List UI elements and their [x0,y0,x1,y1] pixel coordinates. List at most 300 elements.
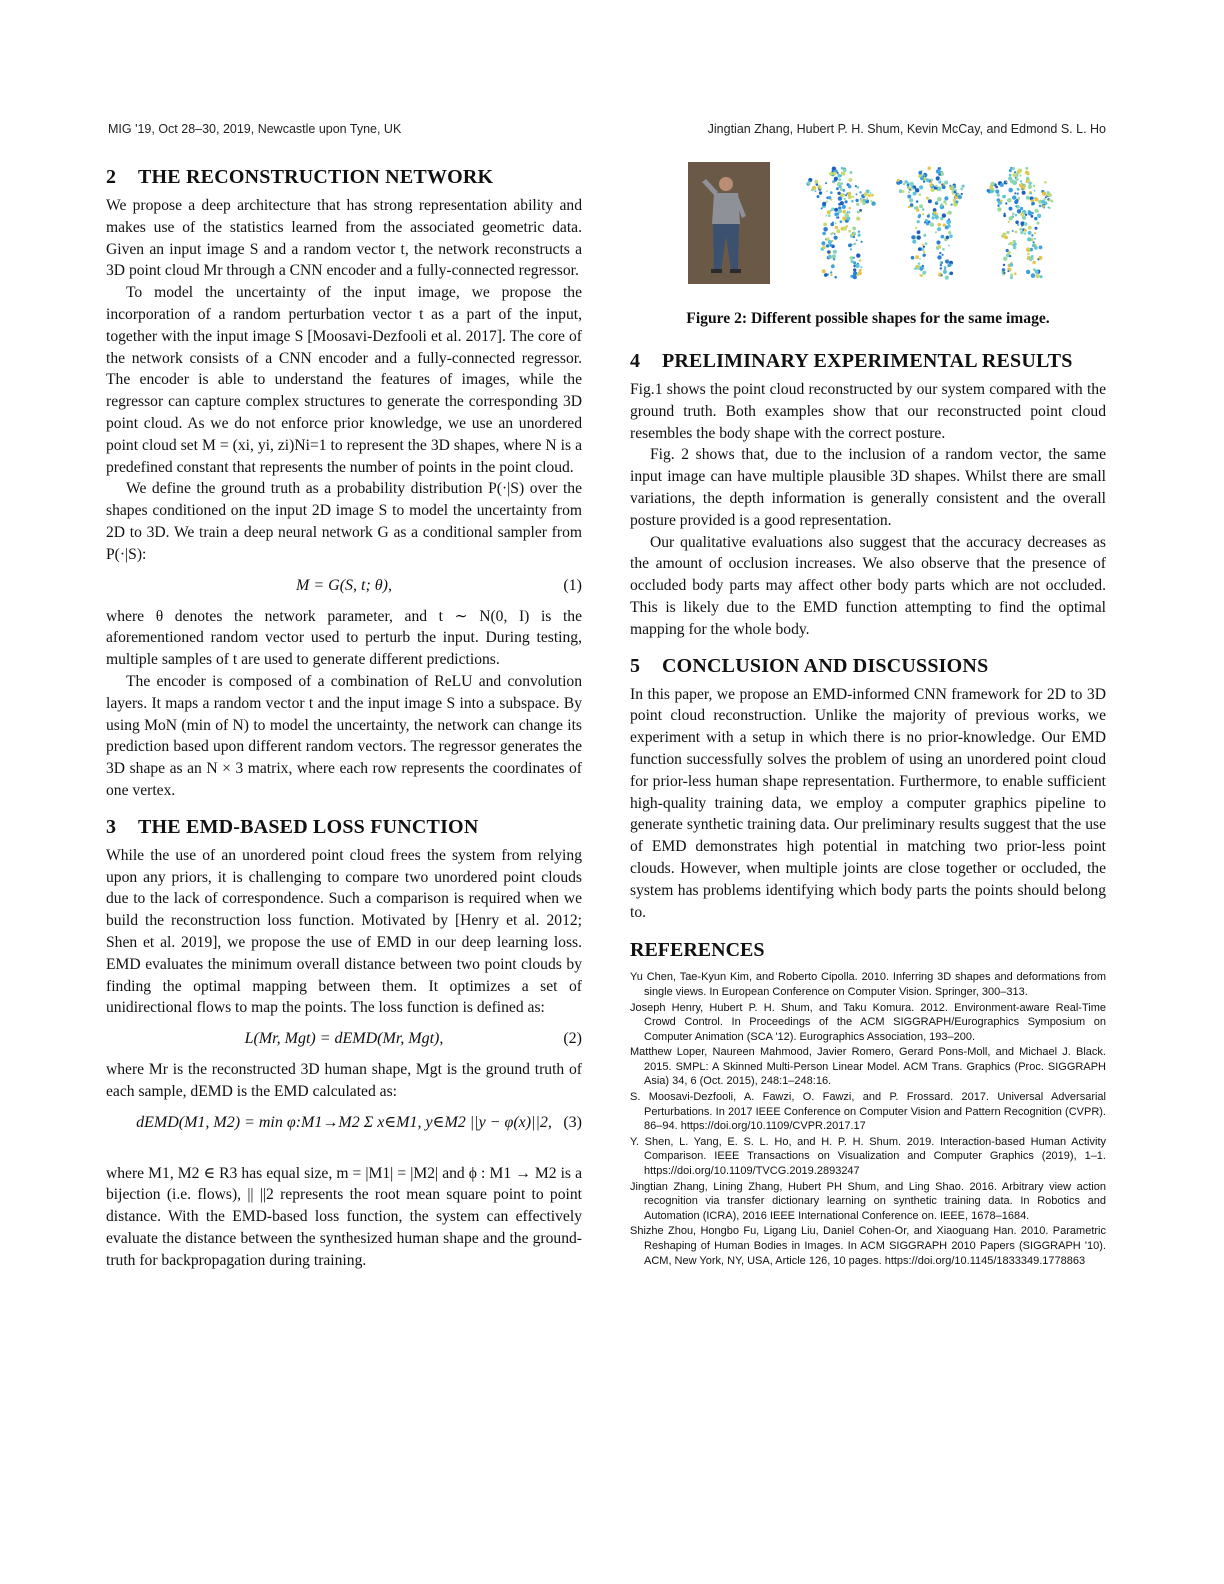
point-cloud-dot [928,167,931,170]
point-cloud-dot [840,220,843,223]
paragraph: where Mr is the reconstructed 3D human shape, Mgt is the ground truth of each sample, dEMD is the EMD calculated as: [106,1061,582,1100]
point-cloud-dot [1014,272,1017,275]
point-cloud-dot [1008,243,1010,245]
point-cloud-dot [853,261,856,264]
point-cloud-dot [1007,270,1009,272]
point-cloud-dot [866,197,868,199]
point-cloud-dot [939,252,941,254]
point-cloud-dot [1009,255,1011,257]
point-cloud-dot [1040,275,1043,278]
point-cloud-dot [947,221,951,225]
point-cloud-dot [1017,224,1019,226]
paragraph: where θ denotes the network parameter, and t ∼ N(0, I) is the aforementioned random vector used to perturb the input. During testing, multiple samples of t are used to generate different predictions. [106,607,582,669]
equation-2 [106,1023,582,1055]
point-cloud-dot [1016,178,1019,181]
point-cloud-dot [1034,232,1036,234]
point-cloud-dot [1008,188,1013,193]
point-cloud-dot [845,194,847,196]
point-cloud-dot [990,190,994,194]
point-cloud-dot [830,233,832,235]
point-cloud-dot [1028,181,1032,185]
point-cloud-dot [938,168,940,170]
point-cloud-dot [822,245,826,249]
point-cloud-dot [860,266,862,268]
point-cloud-dot [935,231,937,233]
point-cloud-dot [1004,213,1006,215]
point-cloud-dot [833,172,837,176]
point-cloud-dot [822,232,826,236]
point-cloud-dot [1012,195,1016,199]
point-cloud-dot [1003,272,1005,274]
point-cloud-dot [930,184,933,187]
point-cloud-dot [861,241,863,243]
point-cloud-dot [1012,230,1014,232]
section-5-heading [630,655,1106,678]
point-cloud-dot [1014,200,1018,204]
point-cloud-dot [819,191,822,194]
point-cloud-dot [919,193,922,196]
running-head-right: Jingtian Zhang, Hubert P. H. Shum, Kevin McCay, and Edmond S. L. Ho [707,122,1106,136]
point-cloud-dot [859,260,861,262]
section-4-heading [630,350,1106,373]
point-cloud-dot [922,271,926,275]
point-cloud-dot [836,187,839,190]
point-cloud-dot [1020,212,1024,216]
point-cloud-dot [944,196,948,200]
section-2-heading [106,166,582,189]
paragraph: Our qualitative evaluations also suggest that the accuracy decreases as the amount of occlusion increases. We also observe that the presence of occluded body parts may affect other body parts which are not occluded. This is likely due to the EMD function attempting to find the optimal mapping for the whole body. [630,533,1106,638]
point-cloud-dot [1014,192,1016,194]
point-cloud-dot [927,215,930,218]
point-cloud-dot [849,178,853,182]
point-cloud-dot [848,211,850,213]
point-cloud-dot [831,257,833,259]
point-cloud-dot [997,198,1000,201]
point-cloud-dot [831,208,834,211]
point-cloud-dot [1019,174,1021,176]
point-cloud-dot [840,201,844,205]
point-cloud-dot [849,207,851,209]
point-cloud-dot [953,189,955,191]
equation-3 [106,1107,582,1159]
point-cloud-dot [951,204,953,206]
section-3-heading [106,816,582,839]
point-cloud-dot [1008,176,1012,180]
point-cloud-dot [939,262,941,264]
paragraph: In this paper, we propose an EMD-informed CNN framework for 2D to 3D point cloud reconstruction. Unlike the majority of previous works, we experiment with a setup in which there is no prior-knowledge. Our EMD function successfully solves the problem of using an unordered point cloud for prior-less human shape representation. Furthermore, to enable sufficient high-quality training data, we employ a computer graphics pipeline to generate synthetic training data. Our preliminary results suggest that the use of EMD demonstrates high potential in matching two prior-less point clouds. However, when multiple joints are close together or occluded, the system has problems identifying which body parts the points should belong to. [630,685,1106,921]
point-cloud-dot [853,236,855,238]
point-cloud-dot [858,271,862,275]
point-cloud-dot [907,184,910,187]
point-cloud-dot [909,198,913,202]
point-cloud-dot [950,272,954,276]
paragraph: While the use of an unordered point cloud frees the system from relying upon any priors, it is challenging to compare two unordered point clouds due to the lack of correspondence. Such a comparison is required when we build the reconstruction loss function. Motivated by [Henry et al. 2012; Shen et al. 2019], we propose the use of EMD in our deep learning loss. EMD evaluates the minimum overall distance between two point clouds by finding the optimal mapping between them. It optimizes a set of unidirectional flows to map the points. The loss function is defined as: [106,846,582,1017]
point-cloud-dot [907,195,911,199]
point-cloud-dot [918,171,922,175]
point-cloud-dot [1025,214,1027,216]
point-cloud-dot [948,231,951,234]
point-cloud-dot [1003,257,1007,261]
point-cloud-dot [808,181,810,183]
point-cloud-dot [865,199,867,201]
right-column [630,166,1106,1269]
point-cloud-dot [823,227,828,232]
point-cloud-dot [819,187,822,190]
point-cloud-dot [946,236,950,240]
reference-item: Jingtian Zhang, Lining Zhang, Hubert PH Shum, and Ling Shao. 2016. Arbitrary view action recognition via transfer dictionary learning on synthetic training data. In Robotics and Automation (ICRA), 2016 IEEE International Conference on. IEEE, 1678–1684. [630,1180,1106,1222]
point-cloud-dot [942,254,944,256]
point-cloud-dot [841,167,844,170]
point-cloud-dot [939,178,941,180]
point-cloud-dot [944,266,947,269]
point-cloud-dot [871,201,875,205]
figure-2 [630,162,1106,292]
point-cloud-dot [915,188,919,192]
point-cloud-dot [957,193,960,196]
point-cloud-dot [925,242,928,245]
point-cloud-dot [917,220,920,223]
point-cloud-dot [948,245,950,247]
point-cloud-dot [1009,216,1013,220]
point-cloud-dot [1037,214,1041,218]
point-cloud-dot [829,172,833,176]
point-cloud-dot [1009,207,1013,211]
point-cloud-dot [839,185,842,188]
point-cloud-dot [830,271,832,273]
point-cloud-dot [1044,181,1047,184]
point-cloud-dot [1035,270,1039,274]
point-cloud-dot [1025,167,1028,170]
point-cloud-dot [856,274,858,276]
point-cloud-dot [1002,195,1006,199]
point-cloud-dot [942,248,945,251]
point-cloud-dot [821,207,823,209]
point-cloud-dot [1030,192,1032,194]
point-cloud-dot [842,210,846,214]
point-cloud-dot [1044,198,1046,200]
point-cloud-dot [1026,196,1030,200]
point-cloud-dot [956,201,959,204]
point-cloud-dot [858,231,860,233]
point-cloud-dot [944,181,948,185]
paragraph: Fig.1 shows the point cloud reconstructed by our system compared with the ground truth. Both examples show that our reconstructed point cloud resembles the body shape with the correct posture. [630,381,1106,442]
running-head-left: MIG '19, Oct 28–30, 2019, Newcastle upon Tyne, UK [108,122,402,136]
point-cloud-dot [1024,232,1026,234]
section-title: CONCLUSION AND DISCUSSIONS [662,654,989,677]
point-cloud-dot [843,226,847,230]
point-cloud-dot [851,200,854,203]
point-cloud-dot [945,259,949,263]
point-cloud-dot [938,173,941,176]
point-cloud-dot [940,264,942,266]
point-cloud-dot [1000,199,1003,202]
point-cloud-dot [862,202,865,205]
point-cloud-dot [1027,257,1030,260]
point-cloud-dot [1024,222,1028,226]
point-cloud-dot [919,258,921,260]
point-cloud-dot [828,240,832,244]
point-cloud-dot [902,190,905,193]
point-cloud-dot [848,185,852,189]
point-cloud-dot [943,224,946,227]
point-cloud-dot [937,245,941,249]
point-cloud-dot [835,226,838,229]
point-cloud-dot [941,274,943,276]
point-cloud-dot [834,236,838,240]
point-cloud-dot [835,222,837,224]
point-cloud-dot [926,178,930,182]
references-list [630,970,1106,1268]
point-cloud-dot [842,217,846,221]
point-cloud-dot [844,198,846,200]
point-cloud-dot [850,171,853,174]
point-cloud-dot [1028,185,1032,189]
point-cloud-dot [1018,197,1020,199]
point-cloud-dot [915,255,919,259]
point-cloud-dot [997,205,999,207]
equation-body: L(Mr, Mgt) = dEMD(Mr, Mgt), [244,1030,444,1048]
point-cloud-dot [937,227,941,231]
point-cloud-dot [1023,185,1025,187]
point-cloud-dot [1021,225,1023,227]
point-cloud-dot [833,182,835,184]
point-cloud-dot [852,227,856,231]
point-cloud-dot [1036,274,1040,278]
point-cloud-dot [853,243,855,245]
point-cloud-dot [1031,273,1036,278]
point-cloud-dot [940,205,942,207]
point-cloud-dot [1049,199,1052,202]
point-cloud-dot [938,223,941,226]
point-cloud-dot [836,229,840,233]
point-cloud-dot [951,186,954,189]
point-cloud-dot [858,211,860,213]
point-cloud-dot [1038,256,1042,260]
point-cloud-dot [814,180,818,184]
point-cloud-dot [922,175,924,177]
point-cloud-dot [1010,274,1013,277]
point-cloud-dot [1009,242,1012,245]
point-cloud-dot [960,188,963,191]
point-cloud-dot [937,186,942,191]
section-title: THE RECONSTRUCTION NETWORK [138,166,494,188]
point-cloud-dot [922,208,924,210]
equation-number: (3) [563,1113,582,1131]
point-cloud-dot [827,210,831,214]
point-cloud-dot [823,223,827,227]
point-cloud-dot [1026,177,1029,180]
left-column [106,166,582,1272]
point-cloud-dot [857,186,860,189]
point-cloud-dot [922,213,924,215]
point-cloud-dot [945,203,947,205]
point-cloud-dot [930,223,934,227]
point-cloud-dot [1000,183,1004,187]
point-cloud-dot [842,189,845,192]
point-cloud-dot [923,246,925,248]
point-cloud-dot [850,248,852,250]
point-cloud-dot [846,193,848,195]
point-cloud-dot [941,184,943,186]
point-cloud-dot [915,227,917,229]
point-cloud-dot [1017,188,1020,191]
section-title: THE EMD-BASED LOSS FUNCTION [138,815,479,838]
point-cloud-dot [919,274,921,276]
section-number: 2 [106,166,117,188]
point-cloud-dot [1017,193,1019,195]
point-cloud-dot [932,216,935,219]
point-cloud-dot [811,188,814,191]
point-cloud-dot [943,270,947,274]
point-cloud-dot [955,189,957,191]
point-cloud-dot [817,195,820,198]
input-image-photo [688,162,770,284]
point-cloud-dot [840,188,843,191]
section-number: 4 [630,350,641,372]
point-cloud-dot [916,200,919,203]
point-cloud-dot [948,218,950,220]
point-cloud-dot [918,215,921,218]
point-cloud-dot [823,202,826,205]
point-cloud-dot [1027,237,1031,241]
point-cloud-dot [1034,190,1036,192]
point-cloud-dot [917,235,921,239]
point-cloud-dot [938,181,941,184]
point-cloud-dot [908,206,911,209]
point-cloud-dot [1028,231,1032,235]
point-cloud-dot [855,199,858,202]
paragraph: Fig. 2 shows that, due to the inclusion of a random vector, the same input image can have multiple plausible 3D shapes. Whilst there are small variations, the depth information is generally consistent and the overall posture provided is a good representation. [630,446,1106,529]
point-cloud-dot [941,235,945,239]
point-cloud-dot [909,189,911,191]
point-cloud-dot [814,190,816,192]
reference-item: Matthew Loper, Naureen Mahmood, Javier Romero, Gerard Pons-Moll, and Michael J. Black. 2015. SMPL: A Skinned Multi-Person Linear Model. ACM Trans. Graphics (Proc. SIGGRAPH Asia) 34, 6 (Oct. 2015), 248:1–248:16. [630,1046,1106,1088]
point-cloud-dot [1037,222,1040,225]
point-cloud-dot [1010,276,1013,279]
point-cloud-dot [1041,200,1045,204]
point-cloud-dot [868,194,871,197]
point-cloud-dot [833,250,837,254]
point-cloud-dot [908,191,910,193]
point-cloud-dot [1031,234,1033,236]
point-cloud-dot [987,189,990,192]
point-cloud-dot [1026,181,1028,183]
point-cloud-dot [923,251,925,253]
point-cloud-dot [1012,244,1015,247]
point-cloud-dot [1025,171,1029,175]
point-cloud-dot [937,197,941,201]
point-cloud-dot [853,257,855,259]
point-cloud-dot [834,276,837,279]
reference-item: Y. Shen, L. Yang, E. S. L. Ho, and H. P. H. Shum. 2019. Interaction-based Human Activity Comparison. IEEE Transactions on Visualization and Computer Graphics (2019), 1–1. https://doi.org/10.1109/TVCG.2019.2893247 [630,1135,1106,1178]
point-cloud-dot [838,196,842,200]
point-cloud-dot [1018,169,1022,173]
paragraph: We define the ground truth as a probability distribution P(·|S) over the shapes conditioned on the input 2D image S to model the uncertainty from 2D to 3D. We train a deep neural network G as a conditional sampler from P(·|S): [106,480,582,563]
point-cloud-dot [931,179,934,182]
point-cloud-dot [826,190,828,192]
point-cloud-dot [1007,198,1012,203]
point-cloud-dot [1032,244,1036,248]
figure-caption: Figure 2: Different possible shapes for the same image. [686,310,1050,327]
point-cloud-dot [826,201,828,203]
point-cloud-dot [1008,221,1010,223]
point-cloud-dot [838,206,841,209]
point-cloud-dot [949,185,951,187]
point-cloud-dot [856,217,860,221]
point-cloud-dot [848,244,852,248]
section-title: PRELIMINARY EXPERIMENTAL RESULTS [662,350,1073,372]
equation-body: M = G(S, t; θ), [296,576,392,594]
point-cloud-dot [1015,221,1019,225]
point-cloud-dot [826,215,828,217]
point-cloud-dot [936,169,940,173]
point-cloud-dot [919,185,923,189]
point-cloud-dot [1047,191,1050,194]
paragraph: where M1, M2 ∈ R3 has equal size, m = |M1| = |M2| and ϕ : M1 → M2 is a bijection (i.e. flows), || ||2 represents the root mean square point to point distance. With the EMD-based loss function, the system can effectively evaluate the distance between the synthesized human shape and the ground-truth for backpropagation during training. [106,1164,582,1269]
point-cloud-dot [834,208,838,212]
point-cloud-dot [841,172,845,176]
reference-item: Shizhe Zhou, Hongbo Fu, Ligang Liu, Daniel Cohen-Or, and Xiaoguang Han. 2010. Parametric Reshaping of Human Bodies in Images. In ACM SIGGRAPH 2010 Papers (SIGGRAPH '10). ACM, New York, NY, USA, Article 126, 10 pages. https://doi.org/10.1145/1833349.1778863 [630,1225,1106,1267]
point-cloud-dot [912,188,914,190]
references-heading: REFERENCES [630,939,765,962]
point-cloud-dot [863,192,867,196]
point-cloud-dot [1026,270,1030,274]
point-cloud-dot [821,241,825,245]
point-cloud-dot [1034,197,1038,201]
point-cloud-dot [930,181,932,183]
point-cloud-dot [1012,173,1016,177]
point-cloud-dot [1035,227,1038,230]
point-cloud-dot [1015,214,1017,216]
point-cloud-dot [859,191,861,193]
point-cloud-dot [838,209,842,213]
equation-1 [106,570,582,602]
point-cloud-dot [942,213,946,217]
reference-item: Yu Chen, Tae-Kyun Kim, and Roberto Cipolla. 2010. Inferring 3D shapes and deformations from single views. In European Conference on Computer Vision. Springer, 300–313. [630,971,1106,998]
point-cloud-dot [1033,241,1035,243]
point-cloud-dot [848,230,851,233]
point-cloud-dot [942,185,946,189]
point-cloud-dot [1005,202,1007,204]
paragraph: To model the uncertainty of the input image, we propose the incorporation of a random perturbation vector t as a part of the input, together with the input image S [Moosavi-Dezfooli et al. 2017]. The core of the network consists of a CNN encoder and a fully-connected regressor. The encoder is able to understand the features of images, while the regressor can capture complex structures to generate the corresponding 3D point cloud. As we do not enforce prior knowledge, we use an unordered point cloud set M = (xi, yi, zi)Ni=1 to represent the 3D shapes, where N is a predefined constant that represents the number of points in the point cloud. [106,284,582,476]
point-cloud-dot [832,222,834,224]
point-cloud-dot [826,244,829,247]
point-cloud-dot [924,221,926,223]
point-cloud-dot [1019,183,1023,187]
point-cloud-dot [824,273,828,277]
point-cloud-dot [834,233,836,235]
point-cloud-dot [945,276,949,280]
point-cloud-dot [947,213,949,215]
section-number: 3 [106,815,117,838]
point-cloud-dot [845,200,848,203]
point-cloud-dot [822,269,826,273]
point-cloud-dot [843,169,846,172]
point-cloud-dot [1006,249,1009,252]
point-cloud-dot [828,214,831,217]
point-cloud-dot [830,191,833,194]
point-cloud-dot [856,203,859,206]
human-figure-image [688,162,770,284]
point-cloud-dot [911,235,915,239]
point-cloud-dot [919,204,923,208]
point-cloud-dot [1006,181,1008,183]
point-cloud-dot [1027,253,1030,256]
point-cloud-dot [831,265,835,269]
point-cloud-dot [952,193,954,195]
point-cloud-dot [936,240,940,244]
point-cloud-dot [1020,180,1022,182]
